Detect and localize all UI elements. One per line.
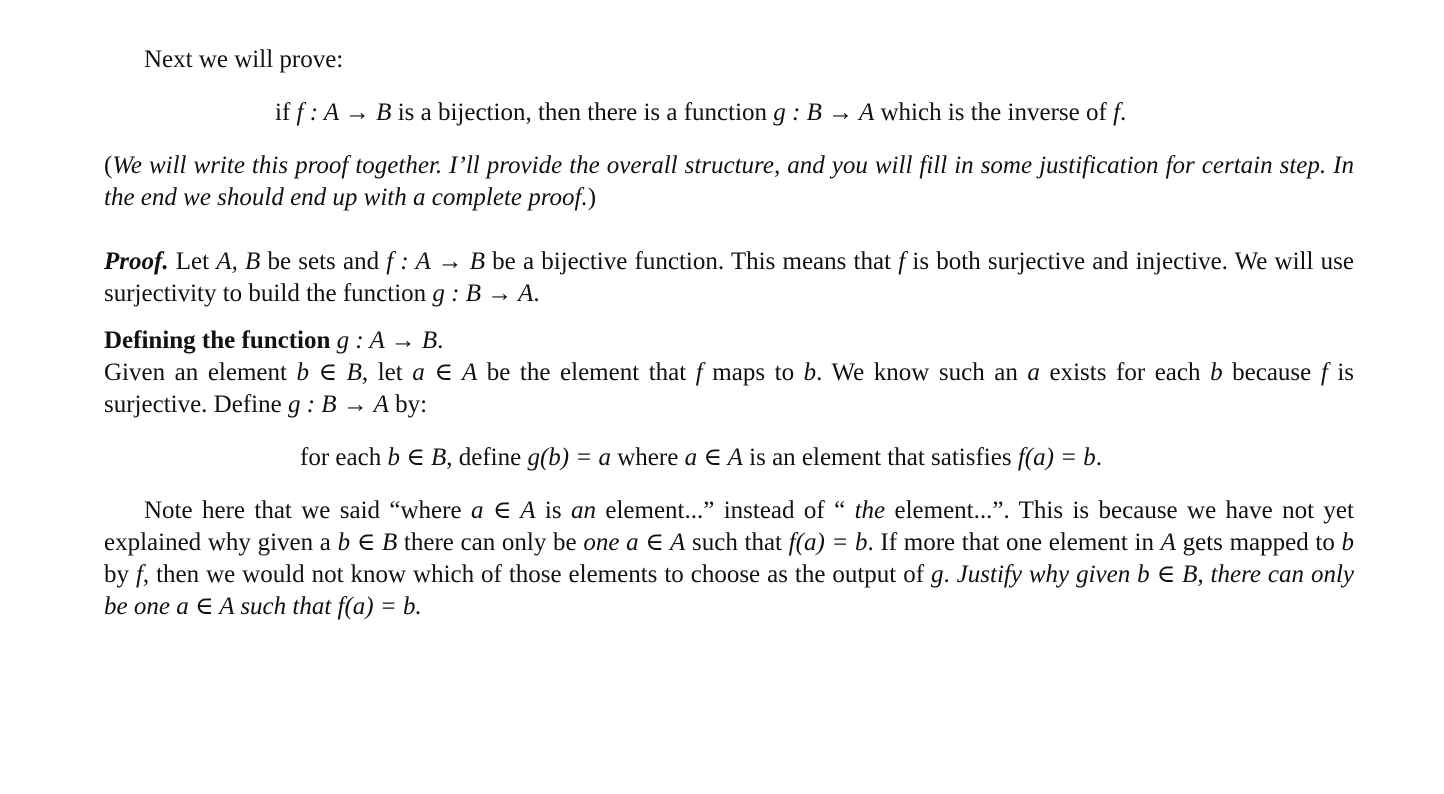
document-page: [104, 44, 1354, 623]
theorem-statement: if f : A → B is a bijection, then there is a function g : B → A which is the inverse of f.: [275, 99, 1127, 126]
proof-paragraph: Proof. Let A, B be sets and f : A → B be a bijective function. This means that f is both surjective and injective. We will use surjectivity to build the function g : B → A.: [104, 248, 1354, 307]
intro-paragraph: Next we will prove:: [144, 46, 344, 73]
section-heading: Defining the function g : A → B.: [104, 327, 444, 354]
exercise-prompt: Justify why given b ∈ B, there can only be one a ∈ A such that f(a) = b.: [104, 561, 1355, 620]
math-g-map: g : B → A: [773, 99, 875, 126]
collaboration-note: (We will write this proof together. I’ll provide the overall structure, and you will fill in some justification for certain step. In the end we should end up with a complete proof.): [104, 152, 1354, 211]
math-f: f: [1113, 99, 1121, 126]
remark-paragraph: Note here that we said “where a ∈ A is an element...” instead of “ the element...”. This is because we have not yet explained why given a b ∈ B there can only be one a ∈ A such that f(a) = b. If more that one element in A gets mapped to b by f, then we would not know which of those elements to choose as the output of g. Justify why given b ∈ B, there can only be one a ∈ A such that f(a) = b.: [104, 497, 1355, 620]
math-f-map: f : A → B: [296, 99, 392, 126]
definition-rule: for each b ∈ B, define g(b) = a where a ∈ A is an element that satisfies f(a) = b.: [300, 444, 1103, 471]
definition-paragraph: Given an element b ∈ B, let a ∈ A be the element that f maps to b. We know such an a exists for each b because f is surjective. Define g : B → A by:: [104, 359, 1355, 418]
proof-label: Proof.: [104, 248, 169, 275]
